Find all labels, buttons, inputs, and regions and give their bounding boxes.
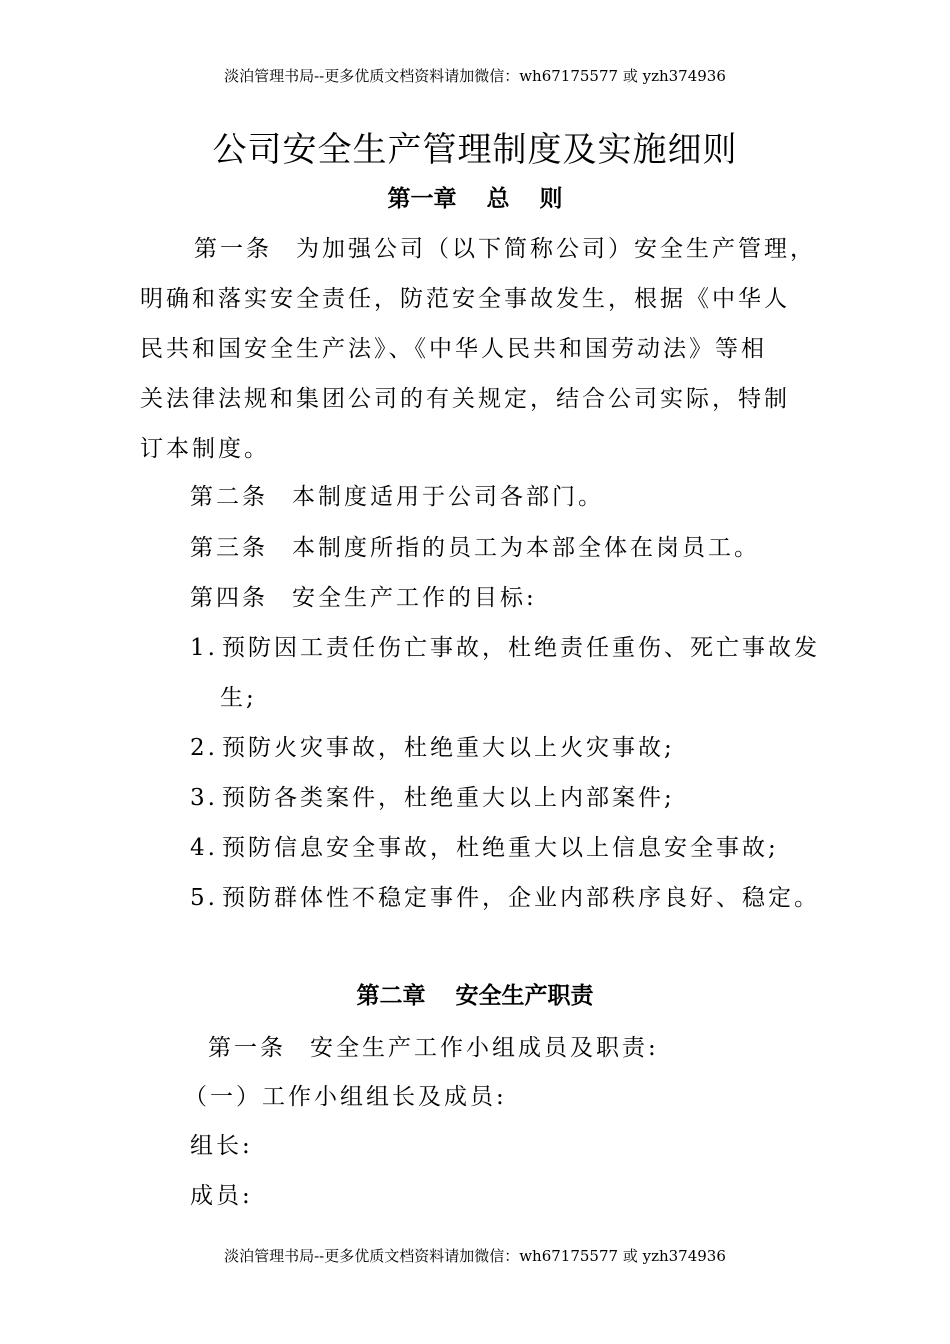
chapter2-title: 安全生产职责: [455, 983, 594, 1009]
list-item-number: 4.: [190, 835, 218, 861]
article1-line-1: [194, 233, 816, 265]
list-item: [190, 732, 675, 764]
article2-text: 本制度适用于公司各部门。: [292, 484, 604, 510]
page-header: 淡泊管理书局--更多优质文档资料请加微信：wh67175577 或 yzh374936: [224, 67, 726, 85]
chapter2-article1: [208, 1032, 659, 1064]
list-item-text: 预防群体性不稳定事件，企业内部秩序良好、稳定。: [222, 885, 820, 911]
chapter1-number: 第一章: [387, 186, 457, 212]
article2-label: 第二条: [190, 484, 268, 510]
article3-text: 本制度所指的员工为本部全体在岗员工。: [292, 535, 760, 561]
article2: [190, 481, 604, 513]
list-item-continuation: 生;: [220, 685, 257, 711]
article4-text: 安全生产工作的目标:: [292, 585, 537, 611]
list-item-text: 预防信息安全事故，杜绝重大以上信息安全事故;: [222, 835, 779, 861]
article1-line-3: 民共和国安全生产法》、《中华人民共和国劳动法》等相: [140, 336, 767, 362]
members-label: 成员:: [190, 1183, 253, 1209]
article4: [190, 582, 537, 614]
document-title: 公司安全生产管理制度及实施细则: [212, 130, 738, 170]
article4-label: 第四条: [190, 585, 268, 611]
chapter2-article1-text: 安全生产工作小组成员及职责:: [310, 1035, 659, 1061]
chapter1-heading: [0, 183, 950, 215]
article1-line-4: 关法律法规和集团公司的有关规定，结合公司实际，特制: [140, 386, 790, 412]
chapter1-title-2: 则: [539, 186, 563, 212]
article3-label: 第三条: [190, 535, 268, 561]
article1-line-2: 明确和落实安全责任，防范安全事故发生，根据《中华人: [140, 286, 790, 312]
article1-text-1: 为加强公司（以下简称公司）安全生产管理，: [296, 236, 816, 262]
list-item-number: 1.: [190, 635, 218, 661]
leader-label: 组长:: [190, 1133, 253, 1159]
chapter2-heading: [0, 980, 950, 1012]
list-item: [190, 832, 779, 864]
list-item: [190, 882, 820, 914]
article1-line-5: 订本制度。: [140, 436, 270, 462]
section-1-heading: （一）工作小组组长及成员:: [184, 1084, 507, 1110]
list-item-text: 预防各类案件，杜绝重大以上内部案件;: [222, 785, 675, 811]
chapter1-title: 总: [486, 186, 510, 212]
article1-label: 第一条: [194, 236, 272, 262]
list-item-number: 3.: [190, 785, 218, 811]
chapter2-number: 第二章: [356, 983, 426, 1009]
article3: [190, 532, 760, 564]
list-item: [190, 632, 820, 664]
list-item-text: 预防火灾事故，杜绝重大以上火灾事故;: [222, 735, 675, 761]
chapter2-article1-label: 第一条: [208, 1035, 286, 1061]
list-item-number: 5.: [190, 885, 218, 911]
list-item-number: 2.: [190, 735, 218, 761]
list-item: [190, 782, 675, 814]
list-item-text: 预防因工责任伤亡事故，杜绝责任重伤、死亡事故发: [222, 635, 820, 661]
page-footer: 淡泊管理书局--更多优质文档资料请加微信：wh67175577 或 yzh374936: [224, 1247, 726, 1265]
